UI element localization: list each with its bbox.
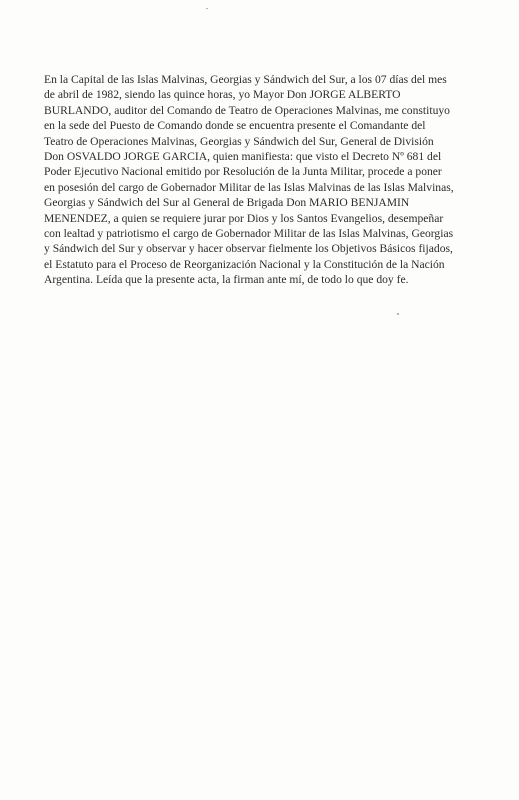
- paragraph-line-10: MENENDEZ, a quien se requiere jurar por Dios y los Santos Evangelios, desempeñar: [44, 211, 444, 225]
- paragraph-line-12: y Sándwich del Sur y observar y hacer observar fielmente los Objetivos Básicos fijados,: [44, 242, 453, 256]
- paragraph-line-11: con lealtad y patriotismo el cargo de Gobernador Militar de las Islas Malvinas, Georgias: [44, 227, 454, 241]
- scan-speck: [397, 313, 399, 315]
- paragraph-line-7: Poder Ejecutivo Nacional emitido por Resolución de la Junta Militar, procede a poner: [44, 165, 442, 179]
- paragraph-line-13: el Estatuto para el Proceso de Reorganización Nacional y la Constitución de la Nación: [44, 257, 445, 271]
- paragraph-line-2: de abril de 1982, siendo las quince horas, yo Mayor Don JORGE ALBERTO: [44, 88, 401, 102]
- paragraph-line-8: en posesión del cargo de Gobernador Militar de las Islas Malvinas de las Islas Malvinas,: [44, 180, 454, 194]
- paragraph-line-3: BURLANDO, auditor del Comando de Teatro de Operaciones Malvinas, me constituyo: [44, 103, 450, 117]
- paragraph-line-1: En la Capital de las Islas Malvinas, Georgias y Sándwich del Sur, a los 07 días del mes: [44, 73, 447, 86]
- paragraph-line-4: en la sede del Puesto de Comando donde se encuentra presente el Comandante del: [44, 119, 426, 133]
- paragraph-line-5: Teatro de Operaciones Malvinas, Georgias y Sándwich del Sur, General de División: [44, 134, 434, 148]
- scan-speck: [206, 8, 208, 9]
- paragraph-line-9: Georgias y Sándwich del Sur al General de Brigada Don MARIO BENJAMIN: [44, 196, 410, 210]
- act-paragraph: [44, 72, 494, 288]
- paragraph-line-6: Don OSVALDO JORGE GARCIA, quien manifiesta: que visto el Decreto Nº 681 del: [44, 150, 442, 164]
- paragraph-line-14: Argentina. Leída que la presente acta, la firman ante mí, de todo lo que doy fe.: [44, 273, 409, 287]
